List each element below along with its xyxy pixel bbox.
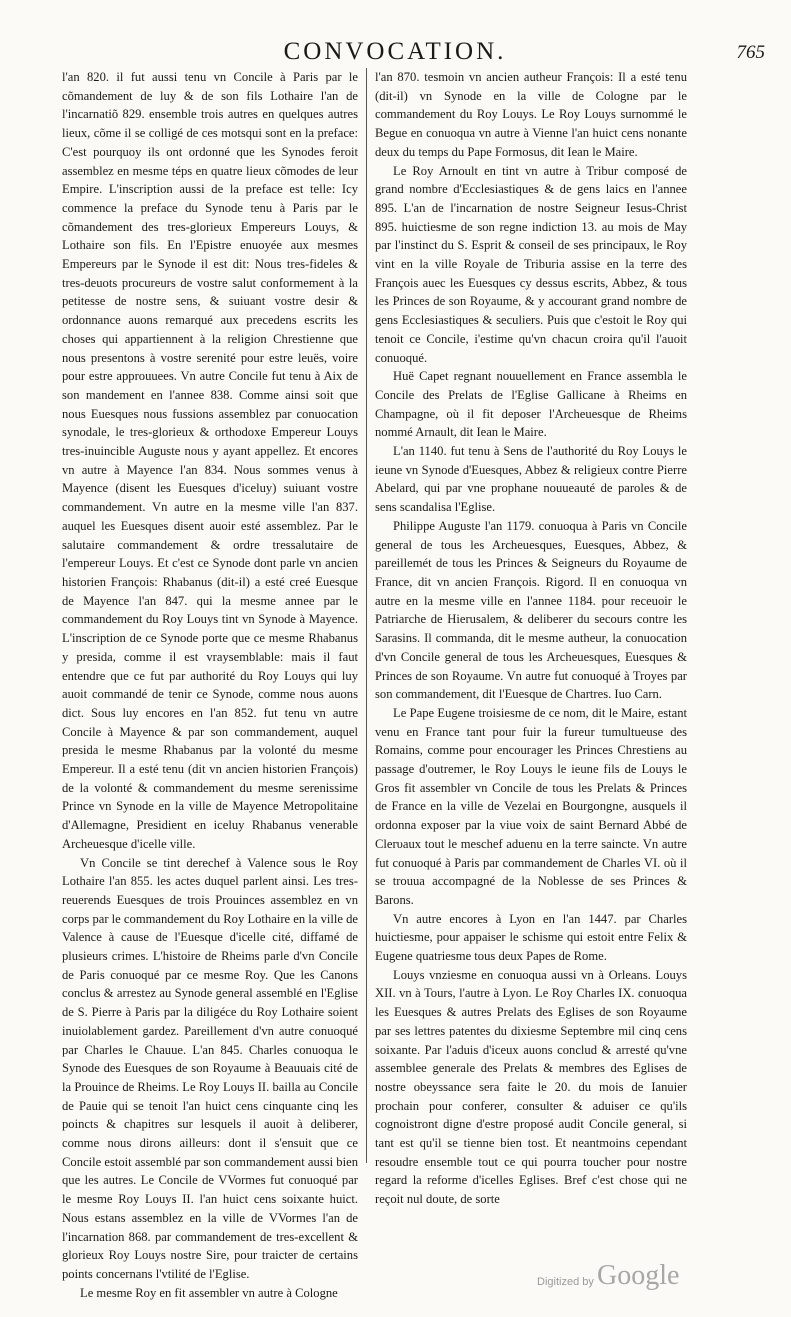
paragraph: Vn Concile se tint derechef à Valence sous le Roy Lothaire l'an 855. les actes duquel parlent ainsi. Les tres-reuerends Euesques de trois Prouinces assemblez en vn corps par le commandement du Roy Lothaire en la ville de Valence à cause de l'Euesque d'icelle cité, diffamé de plusieurs crimes. L'histoire de Rheims parle d'vn Concile de Paris conuoqué par ce mesme Roy. Que les Canons conclus & arrestez au Synode general assemblé en l'Eglise de S. Pierre à Paris par la diligéce du Roy Lothaire soient inuiolablement gardez. Pareillement d'vn autre conuoqué par Charles le Chauue. L'an 845. Charles conuoqua le Synode des Euesques de son Royaume à Beauuais cité de la Prouince de Rheims. Le Roy Louys II. bailla au Concile de Pauie qui se tenoit l'an huict cens cinquante cinq les poincts & chapitres sur lesquels il auoit à deliberer, comme nous dirons ailleurs: dont il s'ensuit que ce Concile estoit assemblé par son commandement aussi bien que les autres. Le Concile de VVormes fut conuoqué par le mesme Roy Louys II. l'an huict cens soixante huict. Nous estans assemblez en la ville de VVormes l'an de l'incarnation 868. par commandement de tres-excellent & glorieux Roy Louys nostre Sire, pour traicter de certains points concernans l'vtilité de l'Eglise.	[62, 855, 358, 1281]
column-divider	[366, 68, 367, 1163]
running-head	[0, 38, 791, 70]
google-logo: Google	[597, 1260, 680, 1291]
page-title: CONVOCATION.	[283, 38, 507, 65]
paragraph: Vn autre encores à Lyon en l'an 1447. par Charles huictiesme, pour appaiser le schisme qui estoit entre Felix & Eugene quatriesme tous deux Papes de Rome.	[375, 911, 687, 964]
digitization-watermark	[537, 1260, 757, 1300]
watermark-prefix: Digitized by	[537, 1276, 594, 1288]
paragraph: L'an 1140. fut tenu à Sens de l'authorité du Roy Louys le ieune vn Synode d'Euesques, Abbez & religieux contre Pierre Abelard, qui par vne prophane nouueauté de paroles & de sens scandalisa l'Eglise.	[375, 444, 687, 515]
paragraph: Le mesme Roy en fit assembler vn autre à Cologne	[80, 1285, 338, 1300]
paragraph: Huë Capet regnant nouuellement en France assembla le Concile des Prelats de l'Eglise Gallicane à Rheims en Champagne, où il fit deposer l'Archeuesque de Rheims nommé Arnault, dit Iean le Maire.	[375, 369, 687, 440]
left-column	[62, 68, 358, 1302]
paragraph: Le Pape Eugene troisiesme de ce nom, dit le Maire, estant venu en France tant pour fuir la fureur tumultueuse des Romains, comme pour encourager les Princes Chrestiens au passage d'outremer, le Roy Louys le ieune fils de Louys le Gros fit assembler vn Concile de tous les Prelats & Princes de France en la ville de Vezelai en Bourgongne, ausquels il ordonna exposer par la viue voix de saint Bernard Abbé de Clerυaux tout le meschef aduenu en la terre saincte. Vn autre fut conuoqué à Paris par commandement de Charles VI. où il se trouua accompagné de la Noblesse de ses Princes & Barons.	[375, 705, 687, 907]
right-column	[375, 68, 687, 1209]
paragraph: l'an 870. tesmoin vn ancien autheur François: Il a esté tenu (dit-il) vn Synode en la ville de Cologne par le commandement du Roy Louys. Le Roy Louys surnommé le Begue en conuoqua vn autre à Vienne l'an huict cens nonante deux du temps du Pape Formosus, dit Iean le Maire.	[375, 70, 687, 159]
paragraph: Philippe Auguste l'an 1179. conuoqua à Paris vn Concile general de tous les Archeuesques, Euesques, Abbez, & pareillemét de tous les Princes & Seigneurs du Royaume de France, dit vn ancien François. Rigord. Il en conuoqua vn autre en la mesme ville en l'annee 1184. pour receuoir le Patriarche de Hierusalem, & deliberer du secours contre les Sarasins. Il commanda, dit le mesme autheur, la conuocation d'vn Concile general de tous les Archeuesques, Euesques & Princes de son Royaume. Vn autre fut conuoqué à Troyes par son commandement, dit l'Euesque de Chartres. Iuo Carn.	[375, 518, 687, 702]
paragraph: Le Roy Arnoult en tint vn autre à Tribur composé de grand nombre d'Ecclesiastiques & de gens laics en l'annee 895. L'an de l'incarnation de nostre Seigneur Iesus-Christ 895. huictiesme de son regne indiction 13. au mois de May par l'instinct du S. Esprit & conseil de ses principaux, le Roy vint en la ville Royale de Triburia assise en la terre des François auec les Euesques cy dessus escrits, Abbez, & tous les Princes de son Royaume, & y accourant grand nombre de gens Ecclesiastiques & seculiers. Puis que c'estoit le Roy qui tenoit ce Concile, i'estime qu'vn chacun croira qu'il l'auoit conuoqué.	[375, 163, 687, 365]
paragraph: Louys vnziesme en conuoqua aussi vn à Orleans. Louys XII. vn à Tours, l'autre à Lyon. Le Roy Charles IX. conuoqua les Euesques & autres Prelats des Eglises de son Royaume par ses lettres patentes du dixiesme Septembre mil cinq cens soixante. Par l'aduis d'iceux auons conclud & arresté qu'vne assemblee generale des Prelats & membres des Eglises de nostre obeyssance sera faite le 20. du mois de Ianuier prochain pour conferer, consulter & aduiser ce qu'ils cognoistront digne d'estre proposé audit Concile general, si tant est qu'il se tienne bien tost. Et neantmoins cependant resoudre ensemble tout ce qui pourra toucher pour nostre regard la reforme d'icelles Eglises. Bref c'est chose qui ne reçoit nul doute, de sorte	[375, 967, 687, 1207]
paragraph: l'an 820. il fut aussi tenu vn Concile à Paris par le cõmandement de luy & de son fils Lothaire l'an de l'incarnatiõ 829. ensemble trois autres en quelques autres lieux, cõme il se colligé de ces motsqui sont en la preface: C'est pourquoy ils ont ordonné que les Synodes feroit assemblez en mesme téps en quatre lieux cõmodes de leur Empire. L'inscription aussi de la preface est telle: Icy commence la preface du Synode tenu à Paris par le cõmandement des tres-glorieux Empereurs Louys, & Lothaire son fils. En l'Epistre enuoyée aux mesmes Empereurs par le Synode il est dit: Nous tres-fideles & tres-deuots procureurs de vostre salut conformement à la petitesse de nostre sens, & suiuant vostre desir & ordonnance auons remarqué aux precedens escrits les choses qui appartiennent à la religion Chrestienne que nous presentons à vostre serenité pour estre leuës, voire pour estre approuuees. Vn autre Concile fut tenu à Aix de son mandement en l'annee 838. Comme ainsi soit que nous Euesques nous fussions assemblez par conuocation synodale, le tres-glorieux & orthodoxe Empereur Louys tres-inuincible Auguste nous y ayant appellez. Et encores vn autre à Mayence l'an 834. Nous sommes venus à Mayence (disent les Euesques d'iceluy) suiuant vostre commandement. Vn autre en la mesme ville l'an 837. auquel les Euesques disent auoir esté assemblez. Par le salutaire commandement & ordre tressalutaire de l'empereur Louys. Et c'est ce Synode dont parle vn ancien historien François: Rhabanus (dit-il) a esté creé Euesque de Mayence l'an 847. qui la mesme annee par le commandement du Roy Louys tint vn Synode à Mayence. L'inscription de ce Synode porte que ce mesme Rhabanus y presida, comme il est vraysemblable: mais il faut entendre que ce fut par authorité du Roy Louys qui luy auoit commandé de tenir ce Synode, comme nous auons dict. Sous luy encores en l'an 852. fut tenu vn autre Concile à Mayence & par son commandement, auquel presida le mesme Rhabanus par la volonté du mesme Empereur. Il a esté tenu (dit vn ancien historien François) de la volonté & commandement du mesme serenissime Prince vn Synode en la ville de Mayence Metropolitaine d'Allemagne, Presidient en iceluy Rhabanus venerable Archeuesque d'icelle ville.	[62, 70, 358, 851]
page-number: 765	[736, 42, 765, 63]
